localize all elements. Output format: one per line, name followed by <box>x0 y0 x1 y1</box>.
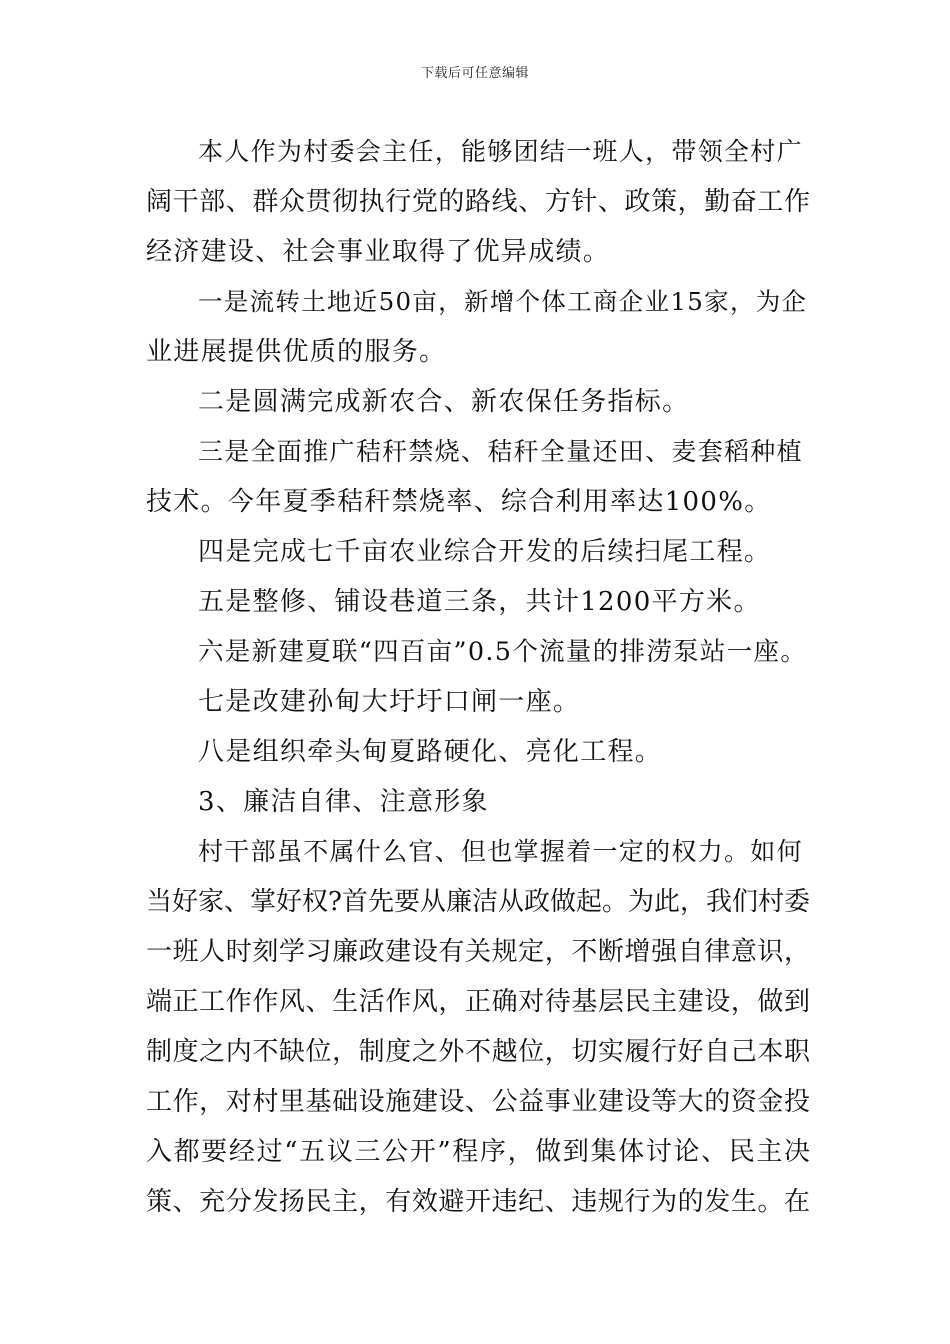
paragraph-line: 三是全面推广秸秆禁烧、秸秆全量还田、麦套稻种植 <box>198 437 803 466</box>
paragraph-line: 一是流转土地近50亩，新增个体工商企业15家，为企 <box>198 287 808 316</box>
paragraph-line: 六是新建夏联“四百亩”0.5个流量的排涝泵站一座。 <box>198 637 808 667</box>
paragraph-line: 四是完成七千亩农业综合开发的后续扫尾工程。 <box>198 537 772 567</box>
paragraph-line: 入都要经过“五议三公开”程序，做到集体讨论、民主决 <box>146 1137 810 1167</box>
section-heading: 3、廉洁自律、注意形象 <box>198 787 489 817</box>
paragraph-line: 技术。今年夏季秸秆禁烧率、综合利用率达100%。 <box>146 487 772 517</box>
paragraph-line: 工作，对村里基础设施建设、公益事业建设等大的资金投 <box>146 1087 810 1117</box>
paragraph-line: 策、充分发扬民主，有效避开违纪、违规行为的发生。在 <box>146 1187 810 1217</box>
paragraph-line: 阔干部、群众贯彻执行党的路线、方针、政策，勤奋工作 <box>146 187 810 217</box>
paragraph-line: 二是圆满完成新农合、新农保任务指标。 <box>198 387 690 417</box>
paragraph-line: 当好家、掌好权?首先要从廉洁从政做起。为此，我们村委 <box>146 887 810 917</box>
paragraph-line: 端正工作作风、生活作风，正确对待基层民主建设，做到 <box>146 987 810 1017</box>
paragraph-line: 一班人时刻学习廉政建设有关规定，不断增强自律意识， <box>146 937 810 967</box>
paragraph-line: 本人作为村委会主任，能够团结一班人，带领全村广 <box>198 137 803 166</box>
paragraph-line: 五是整修、铺设巷道三条，共计1200平方米。 <box>198 587 761 617</box>
page-header: 下载后可任意编辑 <box>420 66 529 81</box>
paragraph-line: 村干部虽不属什么官、但也掌握着一定的权力。如何 <box>198 837 803 866</box>
paragraph-line: 业进展提供优质的服务。 <box>146 337 447 367</box>
paragraph-line: 七是改建孙甸大圩圩口闸一座。 <box>198 687 581 717</box>
paragraph-line: 八是组织牵头甸夏路硬化、亮化工程。 <box>198 737 663 767</box>
document-body <box>146 127 810 1227</box>
paragraph-line: 制度之内不缺位，制度之外不越位，切实履行好自己本职 <box>146 1037 810 1067</box>
paragraph-line: 经济建设、社会事业取得了优异成绩。 <box>146 237 611 267</box>
